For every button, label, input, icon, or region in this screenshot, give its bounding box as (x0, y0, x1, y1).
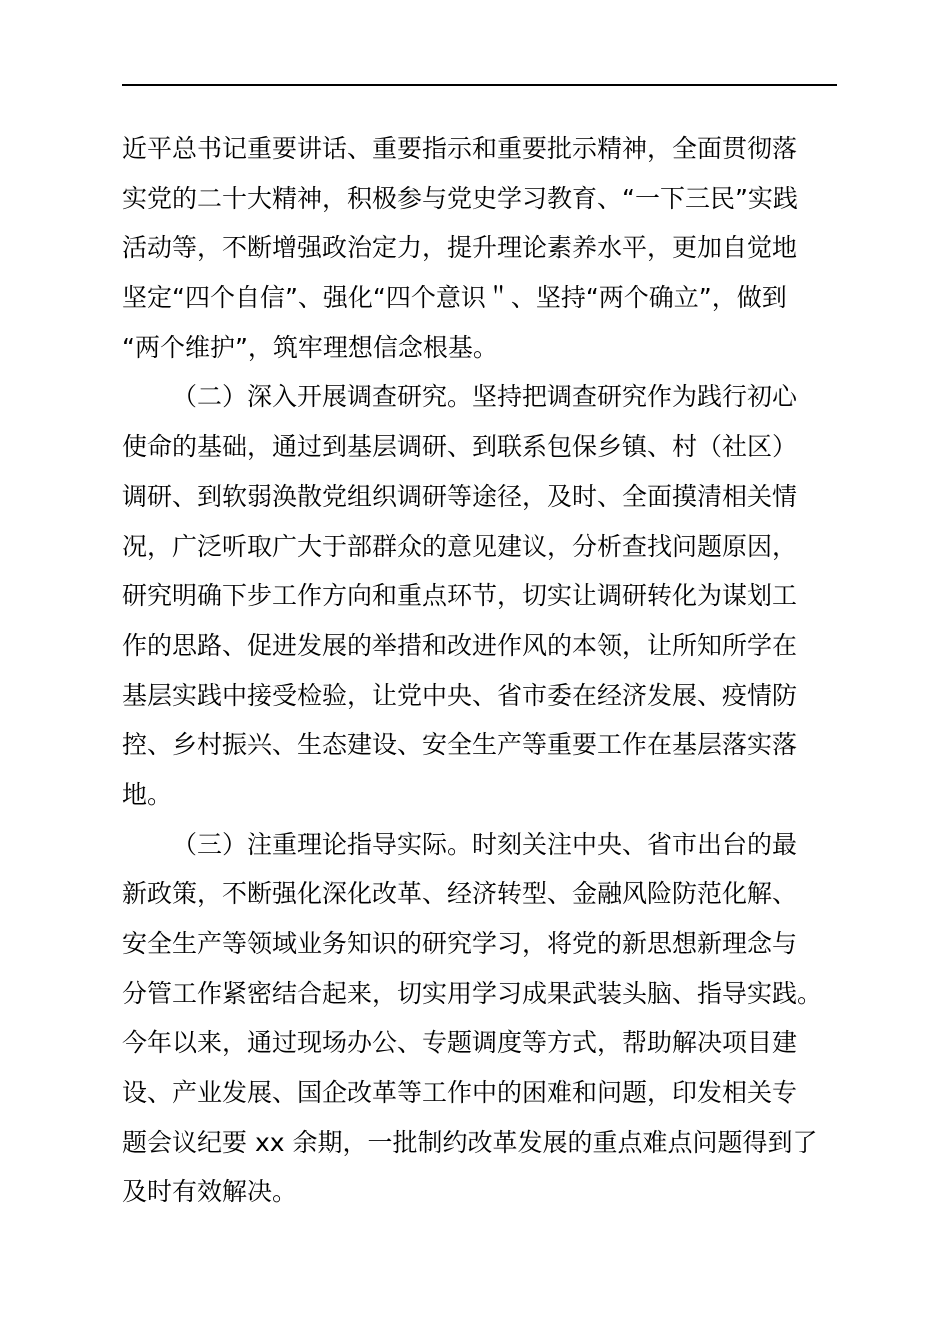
header-rule (122, 84, 837, 86)
text-line: 研究明确下步工作方向和重点环节，切实让调研转化为谋划工 (122, 581, 798, 611)
section-heading-line: （二）深入开展调查研究。坚持把调查研究作为践行初心 (172, 382, 798, 412)
text-line: “两个维护”，筑牢理想信念根基。 (122, 332, 498, 362)
text-line: 分管工作紧密结合起来，切实用学习成果武装头脑、指导实践。 (122, 978, 823, 1008)
text-line: 安全生产等领域业务知识的研究学习，将党的新思想新理念与 (122, 929, 798, 958)
text-line: 及时有效解决。 (122, 1177, 298, 1207)
text-line: 活动等，不断增强政治定力，提升理论素养水平，更加自觉地 (122, 233, 798, 263)
text-line: 题会议纪要 xx 余期，一批制约改革发展的重点难点问题得到了 (122, 1127, 818, 1157)
text-line: 地。 (122, 779, 173, 809)
text-line: 调研、到软弱涣散党组织调研等途径，及时、全面摸清相关情 (122, 481, 798, 511)
text-line: 今年以来，通过现场办公、专题调度等方式，帮助解决项目建 (122, 1028, 798, 1058)
text-line: 基层实践中接受检验，让党中央、省市委在经济发展、疫情防 (122, 680, 798, 710)
text-line: 控、乡村振兴、生态建设、安全生产等重要工作在基层落实落 (122, 730, 798, 760)
section-heading-line: （三）注重理论指导实际。时刻关注中央、省市出台的最 (172, 829, 798, 859)
text-line: 近平总书记重要讲话、重要指示和重要批示精神，全面贯彻落 (122, 134, 798, 163)
text-line: 新政策，不断强化深化改革、经济转型、金融风险防范化解、 (122, 879, 798, 909)
text-line: 实党的二十大精神，积极参与党史学习教育、“一下三民”实践 (122, 183, 798, 213)
text-line: 使命的基础，通过到基层调研、到联系包保乡镇、村（社区） (122, 432, 798, 462)
text-line: 坚定“四个自信”、强化“四个意识＂、坚持“两个确立”，做到 (122, 283, 787, 313)
document-body (122, 124, 842, 1217)
text-line: 作的思路、促进发展的举措和改进作风的本领，让所知所学在 (122, 630, 798, 660)
text-line: 况，广泛听取广大于部群众的意见建议，分析查找问题原因， (122, 531, 798, 561)
text-line: 设、产业发展、国企改革等工作中的困难和问题，印发相关专 (122, 1078, 798, 1108)
